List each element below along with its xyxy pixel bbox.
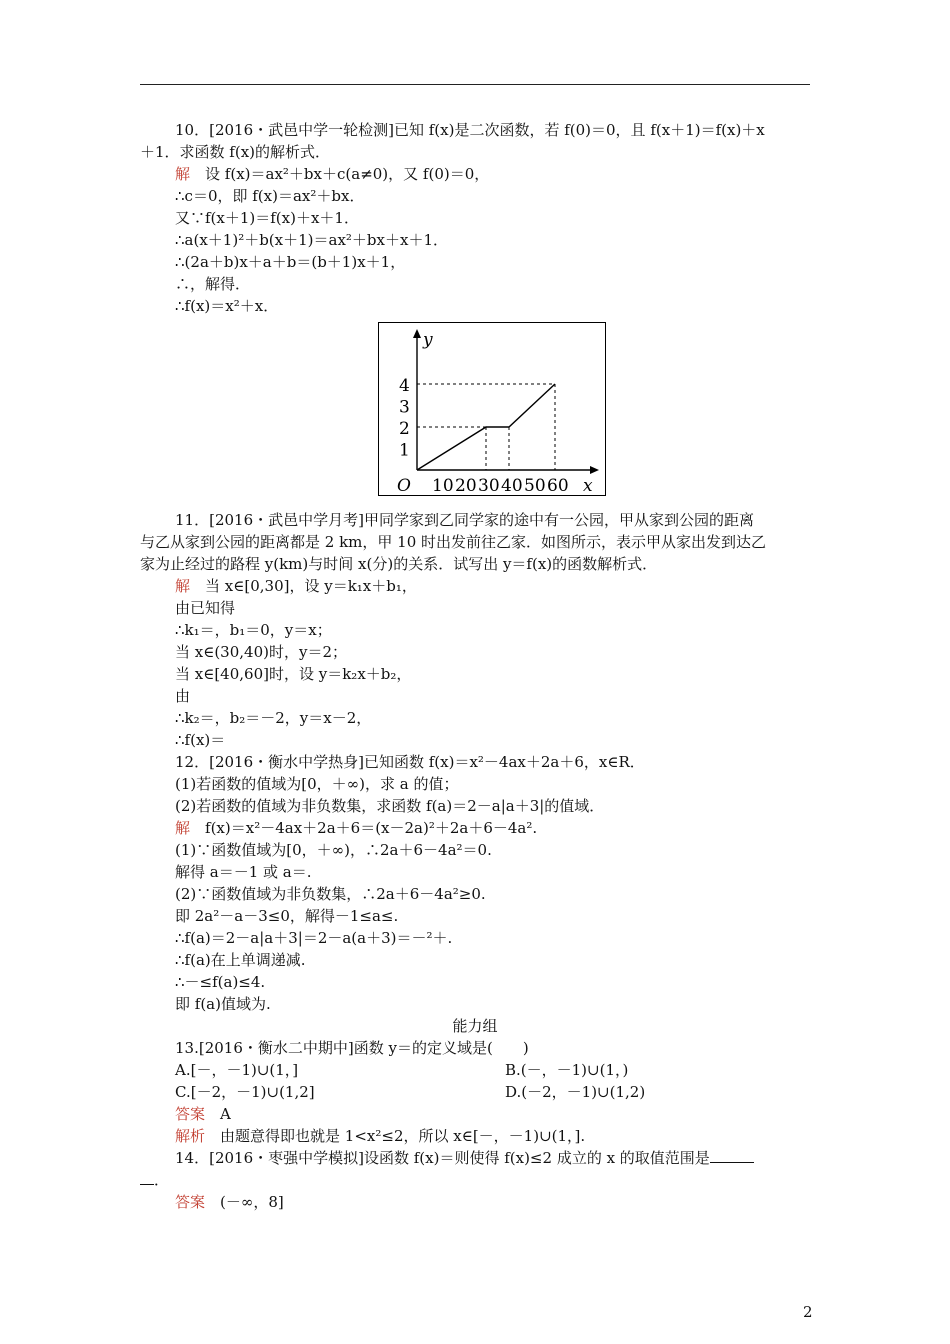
solution-label: 解: [175, 819, 191, 837]
q11-solution-3: ∴k₁＝，b₁＝0，y＝x；: [175, 621, 332, 639]
q10-solution-2: ∴c＝0，即 f(x)＝ax²＋bx．: [175, 187, 365, 205]
solution-label: 解: [175, 165, 191, 183]
q14-text: 14．[2016・枣强中学模拟]设函数 f(x)＝则使得 f(x)≤2 成立的 x 的取值范围是: [175, 1149, 710, 1167]
x-tick-label: 60: [547, 476, 569, 495]
q14-answer: [175, 1192, 284, 1212]
x-tick-label: 30: [478, 476, 500, 495]
header-rule: [140, 84, 810, 85]
q11-solution-2: 由已知得: [175, 599, 236, 617]
q13-explanation: [175, 1126, 585, 1146]
x-axis-arrow: [590, 466, 599, 474]
q12-line-1: 12．[2016・衡水中学热身]已知函数 f(x)＝x²－4ax＋2a＋6，x∈R．: [175, 753, 645, 771]
page-number: 2: [803, 1303, 813, 1321]
y-axis-label: y: [423, 330, 433, 350]
q11-solution-1: [175, 576, 417, 596]
tick-group: [399, 376, 569, 495]
y-tick-label: 1: [399, 440, 410, 461]
q10-solution-4: ∴a(x＋1)²＋b(x＋1)＝ax²＋bx＋x＋1．: [175, 231, 448, 249]
graph-svg: [379, 323, 605, 495]
answer-value: A: [220, 1105, 231, 1123]
answer-label: 答案: [175, 1105, 206, 1123]
x-tick-label: 10: [432, 476, 454, 495]
q12-line-3: (2)若函数的值域为非负数集，求函数 f(a)＝2－a|a＋3|的值域．: [175, 797, 605, 815]
q11-solution-6: 由: [175, 687, 191, 705]
q12-solution-4: (2)∵函数值域为非负数集，∴2a＋6－4a²≥0.: [175, 885, 486, 903]
x-tick-label: 20: [455, 476, 477, 495]
q13-option-c: C.[－2，－1)∪(1,2]: [175, 1083, 315, 1101]
distance-time-graph: [378, 322, 606, 496]
x-tick-label: 50: [524, 476, 546, 495]
q11-line-2: 与乙从家到公园的距离都是 2 km，甲 10 时出发前往乙家．如图所示，表示甲从家出发到达乙: [140, 533, 767, 551]
q11-line-3: 家为止经过的路程 y(km)与时间 x(分)的关系．试写出 y＝f(x)的函数解析式．: [140, 555, 658, 573]
q11-solution-4: 当 x∈(30,40)时，y＝2；: [175, 643, 347, 661]
explanation-label: 解析: [175, 1127, 206, 1145]
y-axis-arrow: [413, 329, 421, 338]
y-tick-label: 3: [399, 397, 410, 418]
explanation-text: 由题意得即也就是 1<x²≤2，所以 x∈[－，－1)∪(1，].: [220, 1127, 586, 1145]
q13-option-d: D.(－2，－1)∪(1,2): [505, 1083, 646, 1101]
q11-solution-5: 当 x∈[40,60]时，设 y＝k₂x＋b₂，: [175, 665, 412, 683]
q14-stem: [175, 1148, 754, 1168]
q12-solution-6: ∴f(a)＝2－a|a＋3|＝2－a(a＋3)＝－²＋.: [175, 929, 453, 947]
q10-line-2: ＋1．求函数 f(x)的解析式．: [140, 143, 331, 161]
q13-option-b: B.(－，－1)∪(1，): [505, 1061, 629, 1079]
q10-solution-6: ∴，解得．: [175, 275, 251, 293]
solution-label: 解: [175, 577, 191, 595]
answer-blank: [710, 1148, 754, 1163]
q12-solution-9: 即 f(a)值域为.: [175, 995, 271, 1013]
q12-solution-2: (1)∵函数值域为[0，＋∞)，∴2a＋6－4a²＝0.: [175, 841, 492, 859]
q12-solution-5: 即 2a²－a－3≤0，解得－1≤a≤.: [175, 907, 399, 925]
answer-value: (－∞，8]: [220, 1193, 284, 1211]
y-tick-label: 4: [399, 376, 410, 396]
q12-solution-1: [175, 818, 537, 838]
solution-text: 当 x∈[0,30]，设 y＝k₁x＋b₁，: [205, 577, 417, 595]
q12-solution-3: 解得 a＝－1 或 a＝.: [175, 863, 312, 881]
q10-solution-3: 又∵f(x＋1)＝f(x)＋x＋1．: [175, 209, 359, 227]
q12-line-2: (1)若函数的值域为[0，＋∞)，求 a 的值；: [175, 775, 459, 793]
q10-line-1: 10．[2016・武邑中学一轮检测]已知 f(x)是二次函数，若 f(0)＝0，且 f(x＋1)＝f(x)＋x: [175, 121, 765, 139]
q13-answer: [175, 1104, 231, 1124]
q11-line-1: 11．[2016・武邑中学月考]甲同学家到乙同学家的途中有一公园，甲从家到公园的距离: [175, 511, 754, 529]
q10-solution-7: ∴f(x)＝x²＋x．: [175, 297, 279, 315]
answer-blank-cont: [140, 1170, 154, 1185]
q11-solution-7: ∴k₂＝，b₂＝－2，y＝x－2，: [175, 709, 372, 727]
origin-label: O: [397, 476, 411, 495]
q13-stem: 13.[2016・衡水二中期中]函数 y＝的定义域是( ): [175, 1039, 529, 1057]
solution-text: f(x)＝x²－4ax＋2a＋6＝(x－2a)²＋2a＋6－4a².: [205, 819, 538, 837]
answer-label: 答案: [175, 1193, 206, 1211]
q14-line-2: [140, 1170, 169, 1190]
q13-option-a: A.[－，－1)∪(1，]: [175, 1061, 299, 1079]
q12-solution-7: ∴f(a)在上单调递减.: [175, 951, 306, 969]
q12-solution-8: ∴－≤f(a)≤4.: [175, 973, 266, 991]
x-tick-label: 40: [501, 476, 523, 495]
q10-solution-1: [175, 164, 489, 184]
q14-tail: ．: [154, 1171, 170, 1189]
q11-solution-8: ∴f(x)＝: [175, 731, 226, 749]
solution-text: 设 f(x)＝ax²＋bx＋c(a≠0)，又 f(0)＝0，: [205, 165, 490, 183]
section-heading: 能力组: [452, 1017, 498, 1035]
x-axis-label: x: [583, 476, 593, 495]
q10-solution-5: ∴(2a＋b)x＋a＋b＝(b＋1)x＋1，: [175, 253, 406, 271]
y-tick-label: 2: [399, 419, 410, 439]
